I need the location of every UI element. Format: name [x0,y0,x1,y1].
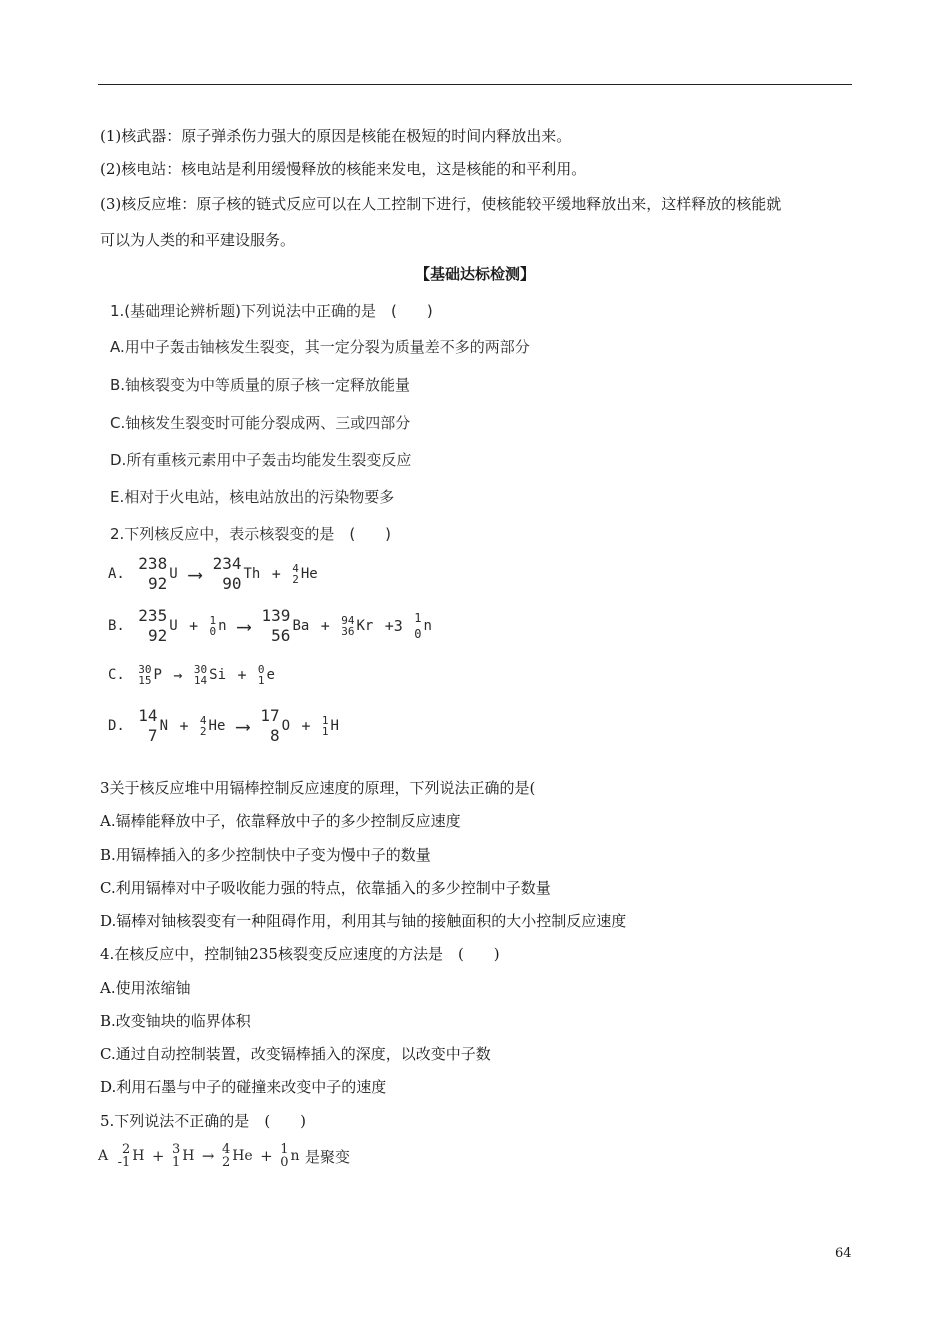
reaction-arrow: ⟶ [189,562,202,586]
plus-sign: + [237,666,247,684]
q4-option-b: B.改变铀块的临界体积 [100,1012,251,1030]
nuclide-neutron: 1 0 n [209,614,227,638]
nuclide-neutron: 1 0 n [280,1142,300,1170]
nuclide-h1: 1 1 H [321,714,339,738]
q5-option-a [98,1143,354,1169]
q1-stem: 1.(基础理论辨析题)下列说法中正确的是 ( ) [110,302,433,320]
nuclide-p30: 30 15 P [138,663,162,687]
q4-option-a: A.使用浓缩铀 [100,979,191,997]
q2-option-c [108,664,276,686]
nuclide-n14: 14 7 N [138,706,168,745]
q1-option-b: B.铀核裂变为中等质量的原子核一定释放能量 [110,376,411,394]
q4-option-d: D.利用石墨与中子的碰撞来改变中子的速度 [100,1078,387,1096]
option-label: A [98,1148,109,1164]
q1-option-c: C.铀核发生裂变时可能分裂成两、三或四部分 [110,414,411,432]
q1-option-a: A.用中子轰击铀核发生裂变，其一定分裂为质量差不多的两部分 [110,338,530,356]
plus-sign: + [151,1147,165,1165]
nuclide-positron: 0 1 e [257,663,275,687]
q4-stem: 4.在核反应中，控制铀235核裂变反应速度的方法是 ( ) [100,945,500,963]
plus-sign: + [260,1147,273,1165]
nuclide-ba139: 139 56 Ba [261,606,310,645]
q3-option-d: D.镉棒对铀核裂变有一种阻碍作用，利用其与铀的接触面积的大小控制反应速度 [100,912,627,930]
reaction-arrow: ⟶ [236,714,249,738]
nuclide-th234: 234 90 Th [212,554,261,593]
header-rule [98,84,852,85]
q4-option-c: C.通过自动控制装置，改变镉棒插入的深度，以改变中子数 [100,1045,491,1063]
intro-line-4: 可以为人类的和平建设服务。 [100,231,296,249]
nuclide-h3: 3 1 H [171,1142,195,1170]
page-number: 64 [835,1246,852,1261]
section-title: 【基础达标检测】 [414,265,535,283]
nuclide-kr94: 94 36 Kr [341,614,374,638]
plus-sign: + [189,617,199,635]
q1-option-d: D.所有重核元素用中子轰击均能发生裂变反应 [110,451,412,469]
plus-sign: + [179,717,189,735]
reaction-arrow: ⟶ [238,614,251,638]
option-label: A. [108,566,125,582]
nuclide-he4: 4 2 He [221,1142,253,1170]
nuclide-si30: 30 14 Si [193,663,226,687]
q1-option-e: E.相对于火电站，核电站放出的污染物要多 [110,488,395,506]
intro-line-2: (2)核电站：核电站是利用缓慢释放的核能来发电，这是核能的和平利用。 [100,160,587,178]
q3-option-a: A.镉棒能释放中子，依靠释放中子的多少控制反应速度 [100,812,461,830]
nuclide-h2: 2 -1 H [117,1142,145,1170]
nuclide-u238: 238 92 U [138,554,178,593]
q2-option-a [108,556,319,592]
neutron-coefficient: +3 [384,617,403,635]
q3-stem: 3关于核反应堆中用镉棒控制反应速度的原理，下列说法正确的是( [100,779,536,797]
plus-sign: + [301,717,311,735]
intro-line-1: (1)核武器：原子弹杀伤力强大的原因是核能在极短的时间内释放出来。 [100,127,572,145]
plus-sign: + [320,617,330,635]
reaction-arrow: → [201,1147,215,1165]
q2-stem: 2.下列核反应中，表示核裂变的是 ( ) [110,525,392,543]
q2-option-b [108,608,433,644]
q3-option-c: C.利用镉棒对中子吸收能力强的特点，依靠插入的多少控制中子数量 [100,879,551,897]
option-label: D. [108,718,125,734]
plus-sign: + [271,565,281,583]
nuclide-o17: 17 8 O [260,706,291,745]
nuclide-u235: 235 92 U [138,606,178,645]
nuclide-he4: 4 2 He [199,714,226,738]
reaction-arrow: → [173,666,183,684]
nuclide-he4: 4 2 He [292,562,318,586]
option-label: C. [108,667,125,683]
q5-option-a-tail: 是聚变 [304,1147,350,1166]
option-label: B. [108,618,125,634]
intro-line-3: (3)核反应堆：原子核的链式反应可以在人工控制下进行，使核能较平缓地释放出来，这样释放的核能就 [100,195,782,213]
nuclide-neutron: 1 0 n [414,611,432,641]
q3-option-b: B.用镉棒插入的多少控制快中子变为慢中子的数量 [100,846,431,864]
q2-option-d [108,708,340,744]
q5-stem: 5.下列说法不正确的是 ( ) [100,1112,307,1130]
